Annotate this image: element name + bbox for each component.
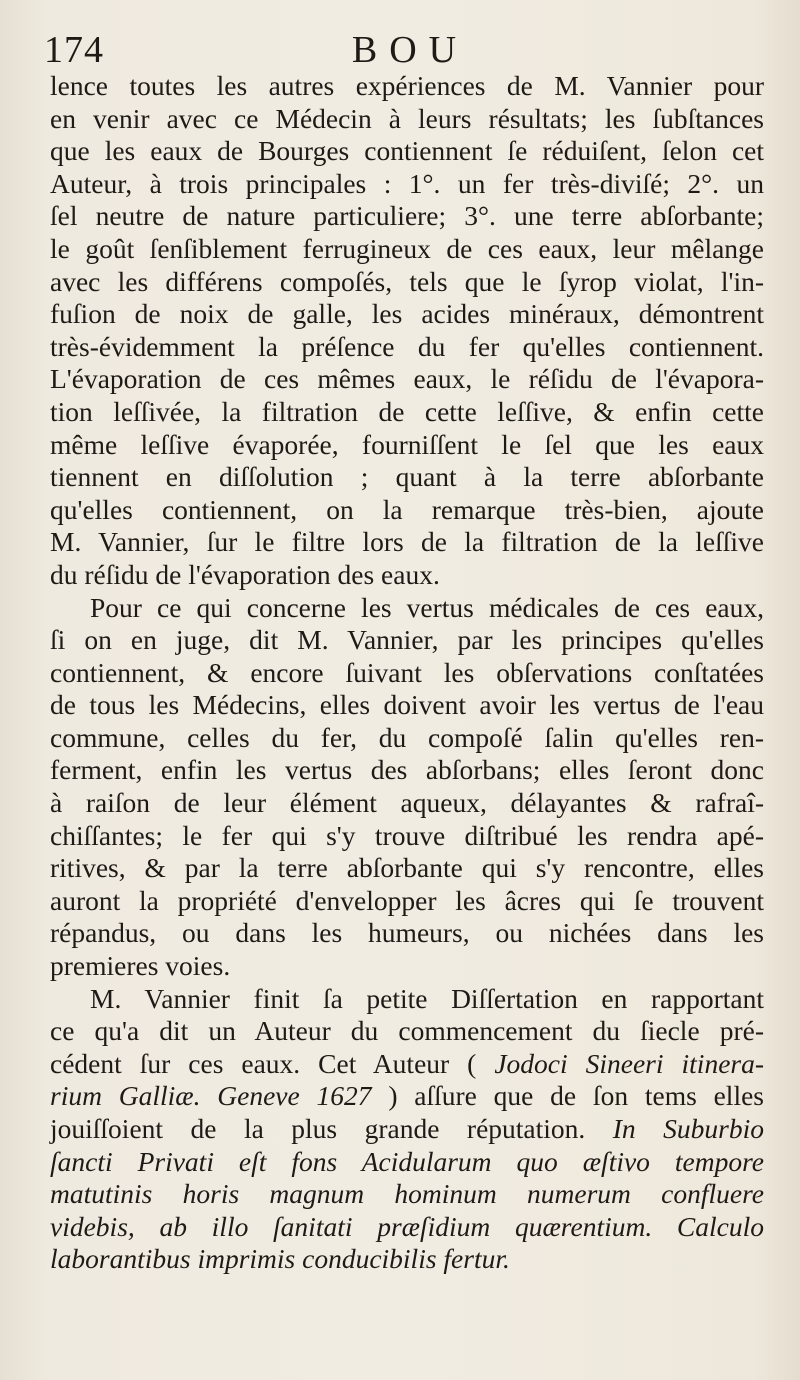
- latin-citation: Jodoci Sineeri itinera-: [494, 1047, 765, 1079]
- body-text: [50, 70, 764, 1276]
- text-segment: jouiſſoient de la plus grande réputation.: [50, 1113, 586, 1144]
- text-line: tiennent en diſſolution ; quant à la terre abſorbante: [50, 461, 764, 493]
- text-line: M. Vannier, ſur le filtre lors de la filtration de la leſſive: [50, 526, 764, 558]
- latin-quote-line: videbis, ab illo ſanitati præſidium quærentium. Calculo: [50, 1210, 764, 1242]
- text-line: ſel neutre de nature particuliere; 3°. une terre abſorbante;: [50, 200, 764, 232]
- text-line: tion leſſivée, la filtration de cette leſſive, & enfin cette: [50, 395, 764, 427]
- text-line: lence toutes les autres expériences de M. Vannier pour: [50, 70, 764, 101]
- text-line: fuſion de noix de galle, les acides minéraux, démontrent: [50, 298, 764, 330]
- text-line: Auteur, à trois principales : 1°. un fer très-diviſé; 2°. un: [50, 167, 764, 199]
- text-line: ſi on en juge, dit M. Vannier, par les principes qu'elles: [50, 624, 764, 656]
- text-line: ferment, enfin les vertus des abſorbans; elles ſeront donc: [50, 754, 764, 786]
- text-segment: ) aſſure que de ſon tems elles: [388, 1080, 764, 1112]
- latin-quote: In Suburbio: [612, 1113, 764, 1144]
- text-segment: cédent ſur ces eaux. Cet Auteur (: [50, 1047, 477, 1079]
- text-line: premieres voies.: [50, 950, 231, 982]
- text-line: le goût ſenſiblement ferrugineux de ces eaux, leur mêlange: [50, 232, 764, 264]
- text-line: répandus, ou dans les humeurs, ou nichées dans les: [50, 917, 764, 949]
- text-line: de tous les Médecins, elles doivent avoir les vertus de l'eau: [50, 689, 764, 721]
- running-head: BOU: [351, 29, 469, 71]
- text-line: [50, 1048, 764, 1081]
- text-line: L'évaporation de ces mêmes eaux, le réſidu de l'évapora-: [50, 363, 764, 395]
- text-line: à raiſon de leur élément aqueux, délayantes & rafraî-: [50, 787, 764, 819]
- paragraph-first-line: Pour ce qui concerne les vertus médicales de ces eaux,: [90, 591, 764, 623]
- latin-quote-line: laborantibus imprimis conducibilis fertur.: [50, 1243, 510, 1275]
- text-line: du réſidu de l'évaporation des eaux.: [50, 558, 440, 590]
- text-line: ritives, & par la terre abſorbante qui s'y rencontre, elles: [50, 852, 764, 884]
- text-line: en venir avec ce Médecin à leurs résultats; les ſubſtances: [50, 102, 764, 134]
- latin-quote-line: matutinis horis magnum hominum numerum confluere: [50, 1178, 764, 1210]
- text-line: auront la propriété d'envelopper les âcres qui ſe trouvent: [50, 884, 764, 916]
- text-line: qu'elles contiennent, on la remarque très-bien, ajoute: [50, 493, 764, 525]
- page-number: 174: [44, 29, 104, 71]
- text-line: même leſſive évaporée, fourniſſent le ſel que les eaux: [50, 428, 764, 460]
- text-line: que les eaux de Bourges contiennent ſe réduiſent, ſelon cet: [50, 135, 764, 167]
- latin-citation: rium Galliæ. Geneve 1627: [50, 1080, 372, 1112]
- text-line: [50, 1113, 764, 1146]
- text-line: ce qu'a dit un Auteur du commencement du ſiecle pré-: [50, 1015, 764, 1047]
- text-line: chiſſantes; le fer qui s'y trouve diſtribué les rendra apé-: [50, 819, 764, 851]
- text-line: commune, celles du fer, du compoſé ſalin qu'elles ren-: [50, 721, 764, 753]
- text-line: avec les différens compoſés, tels que le ſyrop violat, l'in-: [50, 265, 764, 297]
- paragraph-first-line: M. Vannier finit ſa petite Diſſertation en rapportant: [90, 982, 764, 1014]
- text-line: contiennent, & encore ſuivant les obſervations conſtatées: [50, 656, 764, 688]
- text-line: [50, 1080, 764, 1113]
- text-line: très-évidemment la préſence du fer qu'elles contiennent.: [50, 330, 764, 362]
- latin-quote-line: ſancti Privati eſt fons Acidularum quo æſtivo tempore: [50, 1145, 764, 1177]
